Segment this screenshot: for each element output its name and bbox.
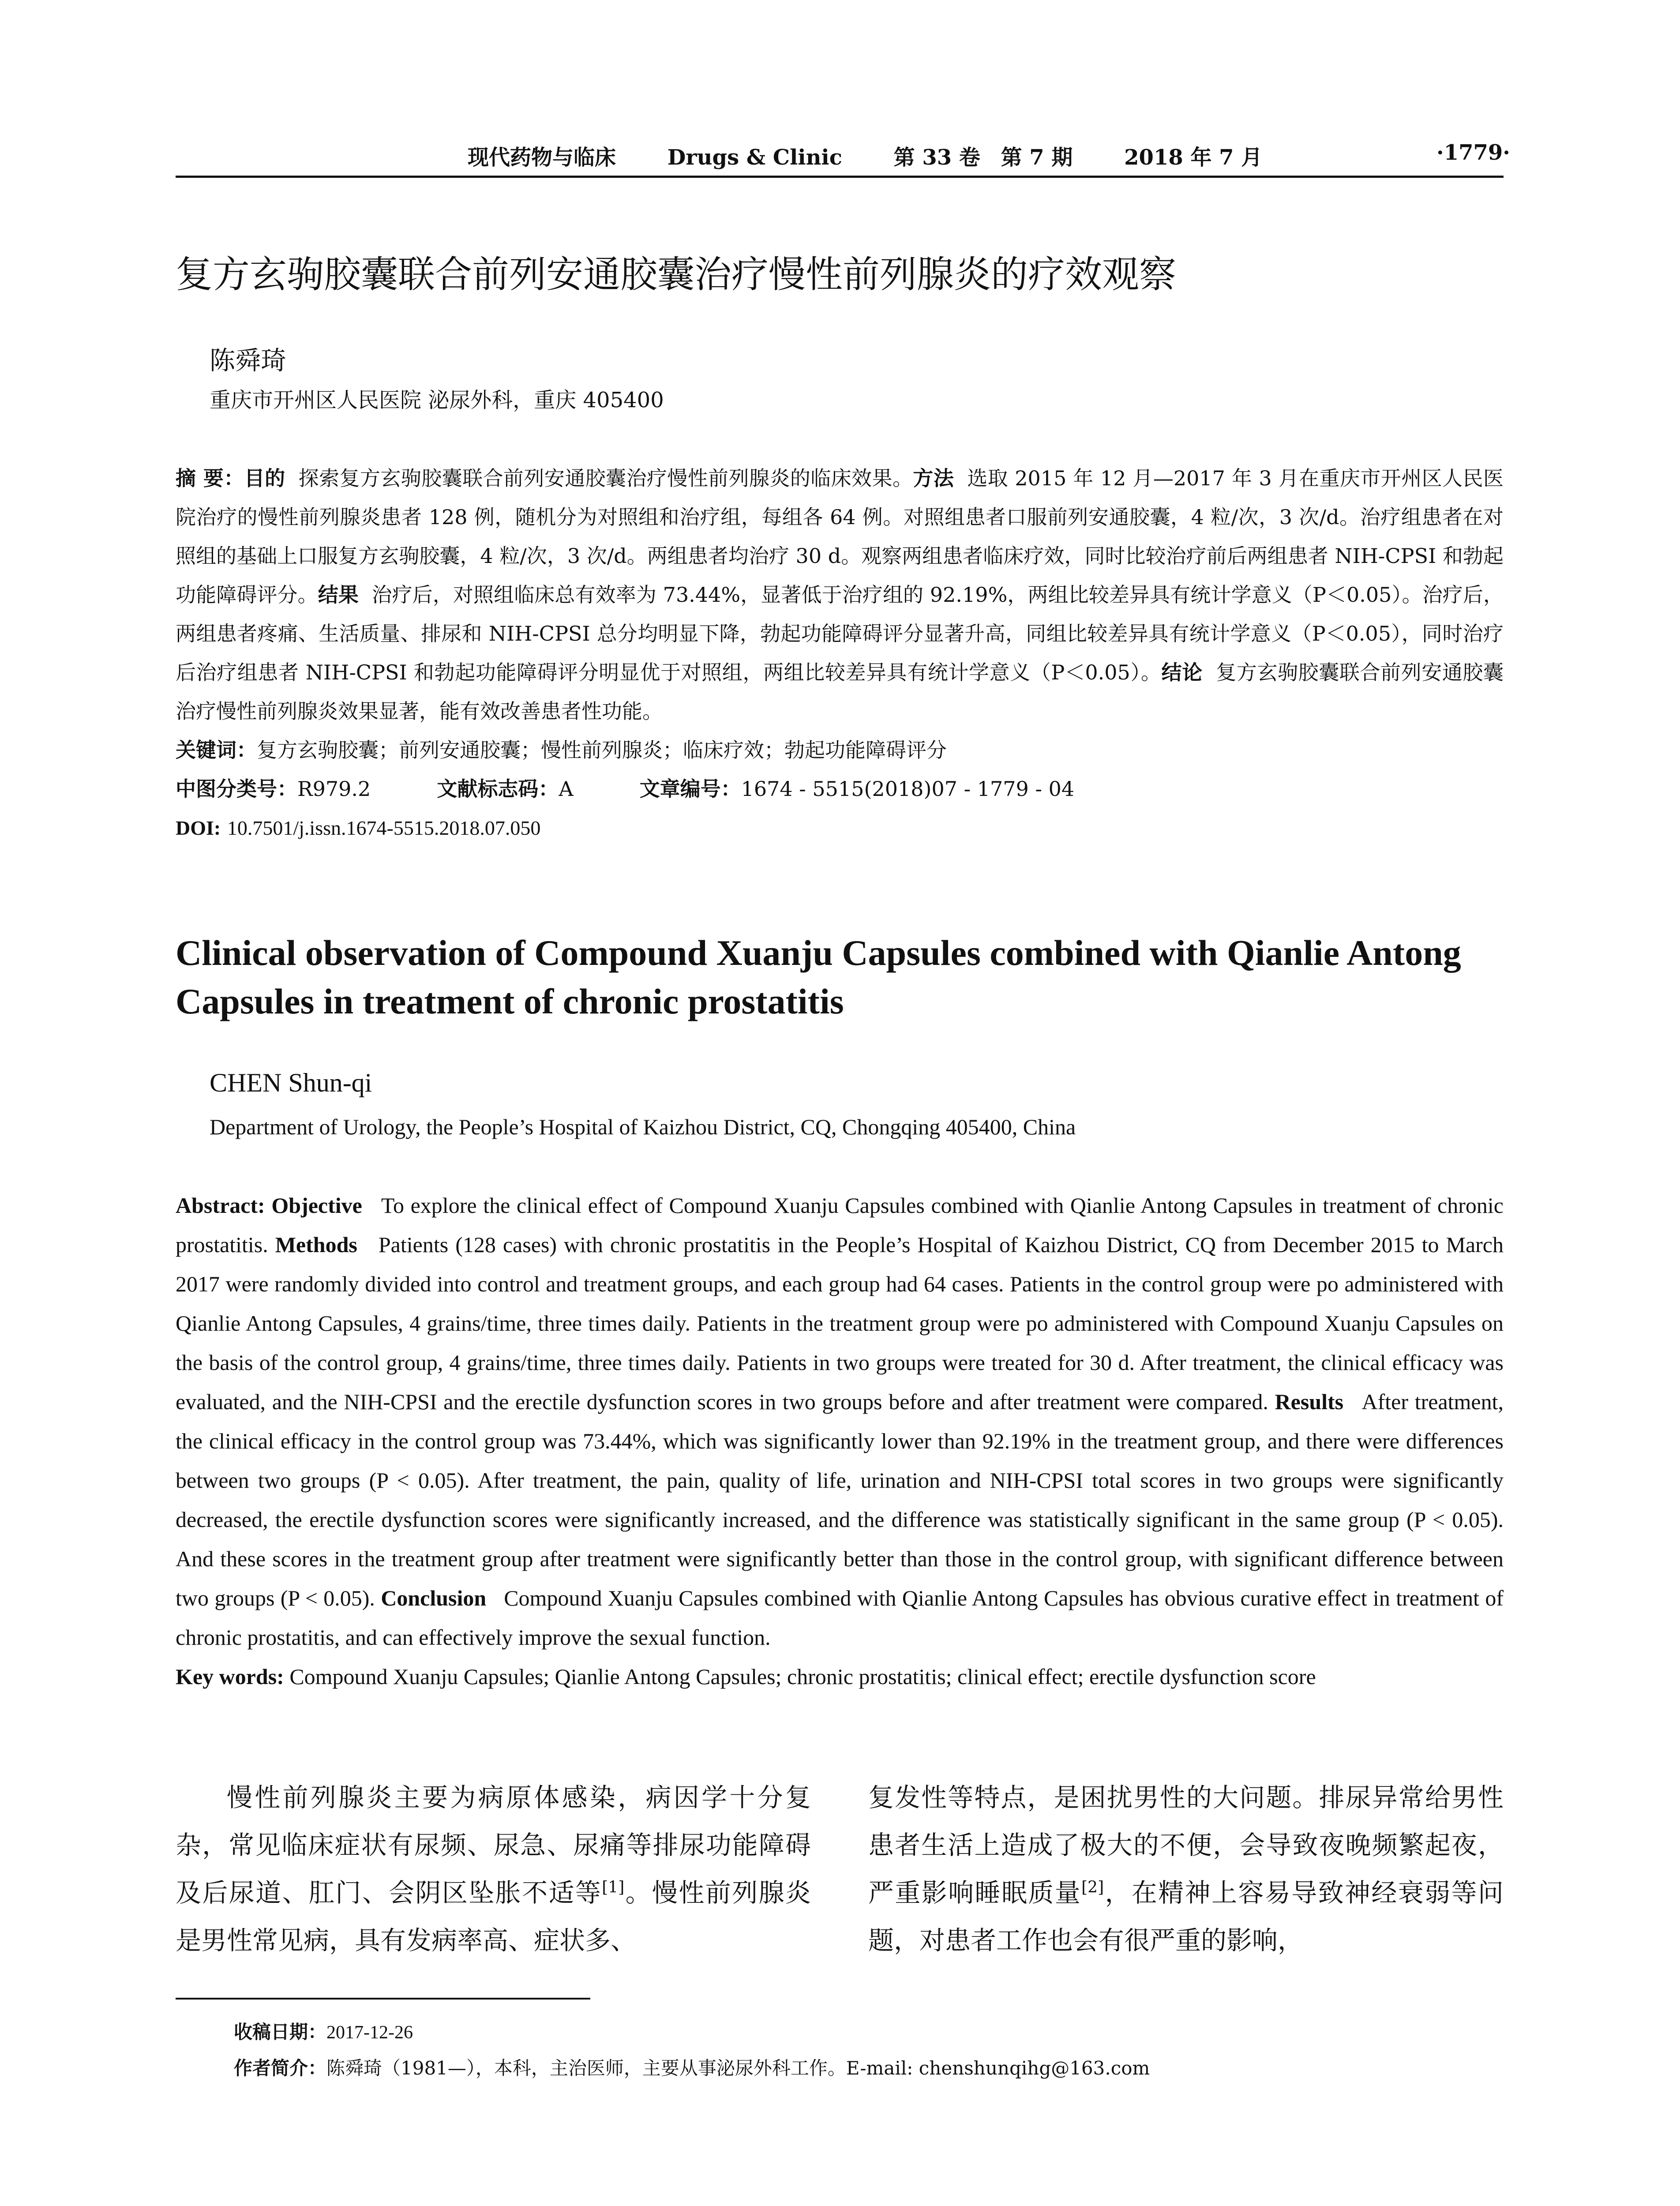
journal-name-cn: 现代药物与临床 (468, 145, 616, 170)
article-no-label: 文章编号： (639, 777, 741, 801)
clc-value: R979.2 (297, 777, 371, 801)
running-header (468, 140, 1306, 171)
abstract-cn-block (176, 459, 1504, 848)
received-date: 2017-12-26 (326, 2022, 413, 2043)
body-paragraph (176, 1774, 811, 1964)
methods-en-label: Methods (275, 1232, 357, 1257)
results-en-text: After treatment, the clinical efficacy in the control group was 73.44%, which was significantly lower than 92.19% in the treatment group, and there were differences between two groups (P < 0.05). After treatment, the pain, quality of life, urination and NIH-CPSI total scores in two groups were significantly decreased, the erectile dysfunction scores were significantly increased, and the difference was statistically significant in the same group (P < 0.05). And these scores in the treatment group after treatment were significantly better than those in the control group, with significant difference between two groups (P < 0.05). (176, 1389, 1504, 1610)
methods-cn-text: 选取 2015 年 12 月—2017 年 3 月在重庆市开州区人民医院治疗的慢性前列腺炎患者 128 例，随机分为对照组和治疗组，每组各 64 例。对照组患者口服前列安通胶囊，4 粒/次，3 次/d。治疗组患者在对照组的基础上口服复方玄驹胶囊，4 粒/次，3 次/d。两组患者均治疗 30 d。观察两组患者临床疗效，同时比较治疗前后两组患者 NIH-CPSI 和勃起功能障碍评分。 (176, 466, 1504, 607)
objective-en-label: Objective (271, 1193, 362, 1218)
footnote-received (234, 2018, 413, 2044)
header-rule (176, 176, 1504, 178)
keywords-en (176, 1657, 1504, 1696)
doi-line (176, 808, 1504, 848)
methods-cn-label: 方法 (913, 466, 954, 490)
article-title-en: Clinical observation of Compound Xuanju Capsules combined with Qianlie Antong Capsules in treatment of chronic prostatitis (176, 933, 1461, 1021)
conclusion-cn-text: 复方玄驹胶囊联合前列安通胶囊治疗慢性前列腺炎效果显著，能有效改善患者性功能。 (176, 660, 1504, 723)
body-left-text: 慢性前列腺炎主要为病原体感染，病因学十分复杂，常见临床症状有尿频、尿急、尿痛等排尿功能障碍及后尿道、肛门、会阴区坠胀不适等 (176, 1782, 811, 1908)
results-cn-label: 结果 (318, 583, 359, 607)
author-info-text: 陈舜琦（1981—），本科，主治医师，主要从事泌尿外科工作。E-mail: chenshunqihg@163.com (326, 2057, 1150, 2079)
body-paragraph (868, 1774, 1504, 1964)
abstract-en (176, 1186, 1504, 1696)
methods-en-text: Patients (128 cases) with chronic prostatitis in the People’s Hospital of Kaizhou District, CQ from December 2015 to March 2017 were randomly divided into control and treatment groups, and each group had 64 cases. Patients in the control group were po administered with Qianlie Antong Capsules, 4 grains/time, three times daily. Patients in the treatment group were po administered with Compound Xuanju Capsules on the basis of the control group, 4 grains/time, three times daily. Patients in two groups were treated for 30 d. After treatment, the clinical efficacy was evaluated, and the NIH-CPSI and the erectile dysfunction scores in two groups before and after treatment were compared. (176, 1232, 1504, 1414)
issue-date: 2018 年 7 月 (1124, 145, 1263, 170)
keywords-cn-label: 关键词： (176, 738, 257, 762)
doc-code-value: A (559, 777, 574, 801)
abstract-cn-label: 摘 要： (176, 466, 244, 490)
conclusion-cn-label: 结论 (1161, 660, 1203, 684)
results-en-label: Results (1275, 1389, 1344, 1414)
citation-ref[interactable]: [1] (602, 1878, 625, 1897)
affiliation-en: Department of Urology, the People’s Hospital of Kaizhou District, CQ, Chongqing 405400, China (210, 1114, 1076, 1139)
keywords-cn (176, 731, 1504, 769)
doc-code-label: 文献标志码： (437, 777, 559, 801)
journal-name-en: Drugs & Clinic (667, 145, 842, 170)
author-cn: 陈舜琦 (210, 345, 287, 375)
body-column-right (868, 1774, 1504, 1964)
footnote-rule (176, 1998, 590, 2000)
keywords-cn-text: 复方玄驹胶囊；前列安通胶囊；慢性前列腺炎；临床疗效；勃起功能障碍评分 (257, 738, 947, 762)
objective-cn-text: 探索复方玄驹胶囊联合前列安通胶囊治疗慢性前列腺炎的临床效果。 (298, 466, 913, 490)
classification-line (176, 769, 1504, 808)
body-right-text-cont: ，在精神上容易导致神经衰弱等问题，对患者工作也会有很严重的影响， (868, 1878, 1504, 1955)
body-left-text-cont: 。慢性前列腺炎是男性常见病，具有发病率高、症状多、 (176, 1878, 811, 1955)
body-column-left (176, 1774, 811, 1964)
article-no-value: 1674 - 5515(2018)07 - 1779 - 04 (741, 777, 1075, 801)
volume: 第 33 卷 (893, 145, 980, 170)
abstract-en-body (176, 1186, 1504, 1657)
page-number: ·1779· (1436, 140, 1510, 165)
keywords-en-label: Key words: (176, 1664, 284, 1689)
affiliation-cn: 重庆市开州区人民医院 泌尿外科，重庆 405400 (210, 388, 664, 413)
footnote-author (234, 2054, 1150, 2080)
issue: 第 7 期 (1001, 145, 1073, 170)
clc-label: 中图分类号： (176, 777, 297, 801)
abstract-cn (176, 459, 1504, 731)
body-right-text: 复发性等特点，是困扰男性的大问题。排尿异常给男性患者生活上造成了极大的不便，会导致夜晚频繁起夜，严重影响睡眠质量 (868, 1782, 1504, 1908)
article-title-cn: 复方玄驹胶囊联合前列安通胶囊治疗慢性前列腺炎的疗效观察 (176, 253, 1177, 296)
citation-ref[interactable]: [2] (1081, 1878, 1104, 1897)
keywords-en-text: Compound Xuanju Capsules; Qianlie Antong Capsules; chronic prostatitis; clinical effect; erectile dysfunction score (289, 1664, 1316, 1689)
conclusion-en-text: Compound Xuanju Capsules combined with Qianlie Antong Capsules has obvious curative effect in treatment of chronic prostatitis, and can effectively improve the sexual function. (176, 1586, 1504, 1650)
results-cn-text: 治疗后，对照组临床总有效率为 73.44%，显著低于治疗组的 92.19%，两组比较差异具有统计学意义（P＜0.05）。治疗后，两组患者疼痛、生活质量、排尿和 NIH-CPSI 总分均明显下降，勃起功能障碍评分显著升高，同组比较差异具有统计学意义（P＜0.05），同时治疗后治疗组患者 NIH-CPSI 和勃起功能障碍评分明显优于对照组，两组比较差异具有统计学意义（P＜0.05）。 (176, 583, 1504, 684)
doi-label: DOI: (176, 817, 221, 839)
received-label: 收稿日期： (234, 2021, 327, 2043)
objective-cn-label: 目的 (244, 466, 285, 490)
objective-en-text: To explore the clinical effect of Compound Xuanju Capsules combined with Qianlie Antong Capsules in treatment of chronic prostatitis. (176, 1193, 1504, 1257)
conclusion-en-label: Conclusion (381, 1586, 487, 1610)
author-en: CHEN Shun-qi (210, 1068, 372, 1097)
author-info-label: 作者简介： (234, 2057, 327, 2079)
abstract-en-label: Abstract: (176, 1193, 265, 1218)
doi-value: 10.7501/j.issn.1674-5515.2018.07.050 (227, 817, 541, 839)
